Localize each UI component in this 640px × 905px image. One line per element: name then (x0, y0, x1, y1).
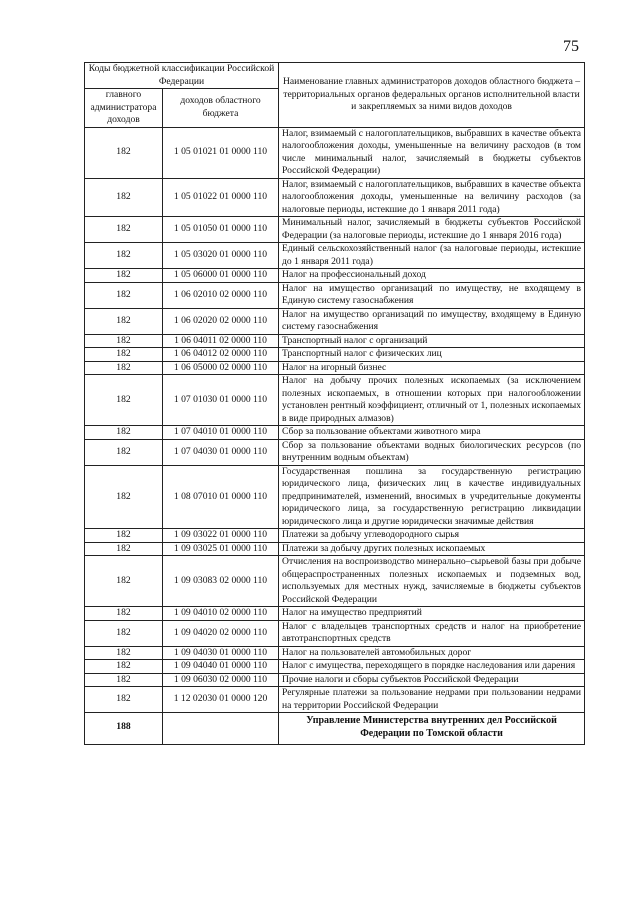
income-code-cell: 1 09 03083 02 0000 110 (163, 556, 279, 607)
admin-code-cell: 182 (85, 660, 163, 674)
income-code-cell: 1 06 02010 02 0000 110 (163, 282, 279, 308)
table-row (85, 127, 585, 178)
income-code-cell: 1 09 04040 01 0000 110 (163, 660, 279, 674)
description-cell: Налог на имущество организаций по имуществу, не входящему в Единую систему газоснабжения (279, 282, 585, 308)
income-code-cell: 1 12 02030 01 0000 120 (163, 687, 279, 713)
table-row (85, 426, 585, 440)
income-code-cell: 1 09 04010 02 0000 110 (163, 607, 279, 621)
admin-code-cell: 182 (85, 361, 163, 375)
table-row (85, 361, 585, 375)
income-code-cell: 1 09 03025 01 0000 110 (163, 542, 279, 556)
table-row (85, 178, 585, 217)
table-row (85, 620, 585, 646)
table-row (85, 308, 585, 334)
description-cell: Транспортный налог с физических лиц (279, 348, 585, 362)
income-code-cell: 1 09 06030 02 0000 110 (163, 673, 279, 687)
income-code-cell: 1 07 04010 01 0000 110 (163, 426, 279, 440)
header-main-admin-code: главного администратора доходов (85, 89, 163, 128)
description-cell: Транспортный налог с организаций (279, 334, 585, 348)
admin-code-cell: 182 (85, 243, 163, 269)
income-code-cell: 1 05 01022 01 0000 110 (163, 178, 279, 217)
description-cell: Управление Министерства внутренних дел Российской Федерации по Томской области (279, 713, 585, 745)
admin-code-cell: 182 (85, 127, 163, 178)
income-code-cell: 1 09 03022 01 0000 110 (163, 529, 279, 543)
income-code-cell: 1 05 06000 01 0000 110 (163, 269, 279, 283)
table-row (85, 269, 585, 283)
description-cell: Налог на имущество организаций по имуществу, входящему в Единую систему газоснабжения (279, 308, 585, 334)
admin-code-cell: 182 (85, 607, 163, 621)
admin-code-cell: 182 (85, 426, 163, 440)
admin-code-cell: 182 (85, 308, 163, 334)
table-row (85, 439, 585, 465)
admin-code-cell: 182 (85, 439, 163, 465)
description-cell: Налог с владельцев транспортных средств и налог на приобретение автотранспортных средств (279, 620, 585, 646)
description-cell: Платежи за добычу углеводородного сырья (279, 529, 585, 543)
table-row (85, 529, 585, 543)
table-row (85, 542, 585, 556)
income-code-cell (163, 713, 279, 745)
description-cell: Государственная пошлина за государственную регистрацию юридического лица, физических лиц в качестве индивидуальных предпринимателей, изменений, вносимых в учредительные документы юридического лица, за государственную регистрацию ликвидации юридического лица и другие юридически значимые действия (279, 465, 585, 529)
description-cell: Налог на пользователей автомобильных дорог (279, 646, 585, 660)
table-row (85, 673, 585, 687)
admin-code-cell: 182 (85, 542, 163, 556)
description-cell: Налог на профессиональный доход (279, 269, 585, 283)
table-row (85, 607, 585, 621)
description-cell: Налог с имущества, переходящего в порядке наследования или дарения (279, 660, 585, 674)
description-cell: Сбор за пользование объектами животного мира (279, 426, 585, 440)
page-number: 75 (563, 38, 579, 55)
admin-code-cell: 182 (85, 673, 163, 687)
description-cell: Налог на имущество предприятий (279, 607, 585, 621)
header-group-budget-codes: Коды бюджетной классификации Российской Федерации (85, 63, 279, 89)
header-admin-name: Наименование главных администраторов доходов областного бюджета – территориальных органов федеральных органов исполнительной власти и закрепляемых за ними видов доходов (279, 63, 585, 128)
table-row (85, 465, 585, 529)
income-code-cell: 1 05 01021 01 0000 110 (163, 127, 279, 178)
admin-code-cell: 182 (85, 529, 163, 543)
table-row (85, 217, 585, 243)
income-code-cell: 1 05 03020 01 0000 110 (163, 243, 279, 269)
table-row (85, 687, 585, 713)
description-cell: Прочие налоги и сборы субъектов Российской Федерации (279, 673, 585, 687)
income-code-cell: 1 06 05000 02 0000 110 (163, 361, 279, 375)
table-row (85, 348, 585, 362)
income-code-cell: 1 09 04030 01 0000 110 (163, 646, 279, 660)
income-code-cell: 1 08 07010 01 0000 110 (163, 465, 279, 529)
description-cell: Налог, взимаемый с налогоплательщиков, выбравших в качестве объекта налогообложения доходы, уменьшенные на величину расходов (за налоговые периоды, истекшие до 1 января 2011 года) (279, 178, 585, 217)
description-cell: Единый сельскохозяйственный налог (за налоговые периоды, истекшие до 1 января 2011 года) (279, 243, 585, 269)
budget-codes-table (84, 62, 585, 745)
income-code-cell: 1 06 04011 02 0000 110 (163, 334, 279, 348)
admin-code-cell: 182 (85, 375, 163, 426)
income-code-cell: 1 05 01050 01 0000 110 (163, 217, 279, 243)
admin-code-cell: 182 (85, 282, 163, 308)
admin-code-cell: 188 (85, 713, 163, 745)
table-row (85, 660, 585, 674)
description-cell: Налог на игорный бизнес (279, 361, 585, 375)
description-cell: Отчисления на воспроизводство минерально–сырьевой базы при добыче общераспространенных полезных ископаемых и подземных вод, используемых для местных нужд, зачисляемые в бюджеты субъектов Российской Федерации (279, 556, 585, 607)
admin-code-cell: 182 (85, 620, 163, 646)
admin-code-cell: 182 (85, 646, 163, 660)
table-row (85, 646, 585, 660)
table-header (85, 63, 585, 128)
income-code-cell: 1 07 04030 01 0000 110 (163, 439, 279, 465)
admin-code-cell: 182 (85, 178, 163, 217)
admin-code-cell: 182 (85, 269, 163, 283)
description-cell: Налог, взимаемый с налогоплательщиков, выбравших в качестве объекта налогообложения доходы, уменьшенные на величину расходов (в том числе минимальный налог, зачисляемый в бюджеты субъектов Российской Федерации) (279, 127, 585, 178)
header-income-code: доходов областного бюджета (163, 89, 279, 128)
table-row (85, 243, 585, 269)
description-cell: Налог на добычу прочих полезных ископаемых (за исключением полезных ископаемых, в отношении которых при налогообложении установлен рентный коэффициент, отличный от 1, полезных ископаемых в виде природных алмазов) (279, 375, 585, 426)
income-code-cell: 1 06 04012 02 0000 110 (163, 348, 279, 362)
admin-code-cell: 182 (85, 334, 163, 348)
description-cell: Регулярные платежи за пользование недрами при пользовании недрами на территории Российской Федерации (279, 687, 585, 713)
admin-code-cell: 182 (85, 217, 163, 243)
description-cell: Платежи за добычу других полезных ископаемых (279, 542, 585, 556)
admin-code-cell: 182 (85, 556, 163, 607)
income-code-cell: 1 09 04020 02 0000 110 (163, 620, 279, 646)
admin-code-cell: 182 (85, 348, 163, 362)
table-row (85, 556, 585, 607)
income-code-cell: 1 06 02020 02 0000 110 (163, 308, 279, 334)
table-row (85, 713, 585, 745)
income-code-cell: 1 07 01030 01 0000 110 (163, 375, 279, 426)
admin-code-cell: 182 (85, 687, 163, 713)
table-body (85, 127, 585, 745)
description-cell: Минимальный налог, зачисляемый в бюджеты субъектов Российской Федерации (за налоговые периоды, истекшие до 1 января 2016 года) (279, 217, 585, 243)
admin-code-cell: 182 (85, 465, 163, 529)
table-row (85, 375, 585, 426)
table-row (85, 334, 585, 348)
table-row (85, 282, 585, 308)
description-cell: Сбор за пользование объектами водных биологических ресурсов (по внутренним водным объектам) (279, 439, 585, 465)
